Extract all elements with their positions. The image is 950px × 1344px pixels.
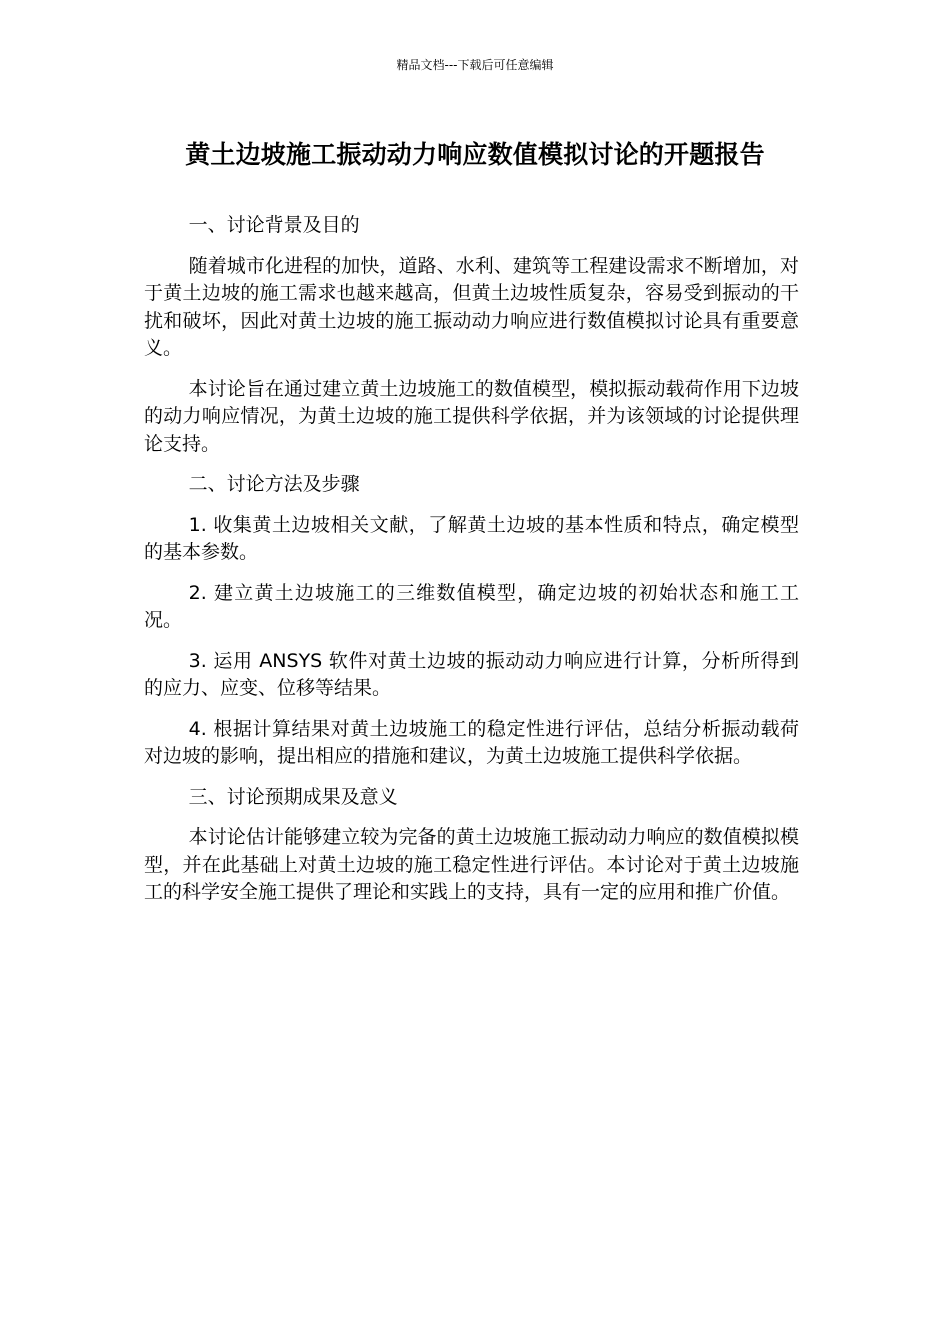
section-heading: 三、讨论预期成果及意义 [188,785,398,808]
section-heading: 二、讨论方法及步骤 [188,473,360,495]
list-item: 3. 运用 ANSYS 软件对黄土边坡的振动动力响应进行计算，分析所得到的应力、应变、位移等结果。 [144,649,799,699]
paragraph: 随着城市化进程的加快，道路、水利、建筑等工程建设需求不断增加，对于黄土边坡的施工需求也越来越高，但黄土边坡性质复杂，容易受到振动的干扰和破坏，因此对黄土边坡的施工振动动力响应进行数值模拟讨论具有重要意义。 [144,254,799,359]
list-item: 2. 建立黄土边坡施工的三维数值模型，确定边坡的初始状态和施工工况。 [144,581,799,631]
page-header: 精品文档---下载后可任意编辑 [396,58,554,72]
paragraph: 本讨论估计能够建立较为完备的黄土边坡施工振动动力响应的数值模拟模型，并在此基础上对黄土边坡的施工稳定性进行评估。本讨论对于黄土边坡施工的科学安全施工提供了理论和实践上的支持，具有一定的应用和推广价值。 [144,826,799,903]
document-title: 黄土边坡施工振动动力响应数值模拟讨论的开题报告 [185,140,765,169]
list-item: 1. 收集黄土边坡相关文献，了解黄土边坡的基本性质和特点，确定模型的基本参数。 [144,513,799,563]
list-item: 4. 根据计算结果对黄土边坡施工的稳定性进行评估，总结分析振动载荷对边坡的影响，提出相应的措施和建议，为黄土边坡施工提供科学依据。 [144,717,799,767]
document-body [144,212,799,920]
section-heading: 一、讨论背景及目的 [188,214,360,236]
paragraph: 本讨论旨在通过建立黄土边坡施工的数值模型，模拟振动载荷作用下边坡的动力响应情况，为黄土边坡的施工提供科学依据，并为该领域的讨论提供理论支持。 [144,377,799,455]
